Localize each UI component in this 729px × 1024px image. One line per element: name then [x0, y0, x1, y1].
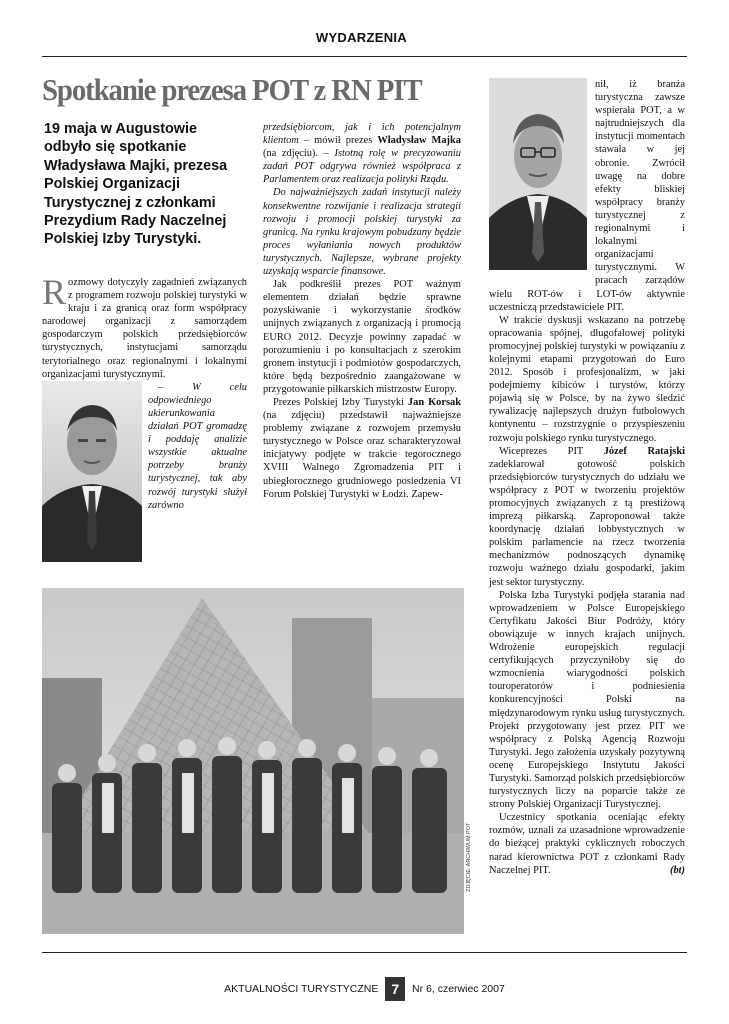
col3-p3-start: Wiceprezes PIT: [499, 445, 604, 457]
page-number: 7: [385, 977, 405, 1001]
article-column-2: [263, 121, 461, 501]
col3-paragraph-1: nił, iż branża turystyczna zawsze wspierała POT, a w najtrudniejszych dla instytucji momentach stawała w jej obronie. Zwrócił uwagę na dobre efekty bliskiej współpracy branży turystycznej z regionalnymi i lokalnymi organizacjami turystycznymi. W pracach zarządów wielu ROT-ów i LOT-ów aktywnie uczestniczą przedstawiciele PIT.: [489, 79, 685, 313]
col2-attribution: – mówił prezes: [298, 135, 378, 147]
col2-quote-2: – Istotną rolę w precyzowaniu zadań POT odgrywa również współpraca z Parlamentem oraz realizacja polityki Rządu.: [263, 148, 461, 186]
publication-name: AKTUALNOŚCI TURYSTYCZNE: [224, 982, 379, 995]
col3-photo-space: [489, 78, 587, 274]
col2-name-korsak: Jan Korsak: [407, 396, 461, 408]
col2-name-majka: Władysław Majka: [377, 135, 461, 147]
photo-credit: ZDJĘCIE: ARCHIWUM POT: [466, 822, 472, 892]
col2-photo-note: (na zdjęciu).: [263, 148, 324, 160]
group-photo-louvre: [42, 588, 464, 934]
col2-paragraph-3: Jak podkreślił prezes POT ważnym elementem działań będzie sprawne pozyskiwanie i wykorzystanie środków unijnych związanych z organizacją i promocją EURO 2012. Decyzje powinny zapadać w porozumieniu i po konsultacjach z szerokim gronem instytucji i podmiotów gospodarczych, które będą bezpośrednio zaangażowane w przygotowanie piłkarskich mistrzostw Europy.: [263, 279, 461, 395]
col1-paragraph-2: – W celu odpowiedniego ukierunkowania działań POT gromadzę i poddaję analizie wszystkie aktualne potrzeby branży turystycznej, tak aby rozwój turystyki służył zarówno: [148, 381, 247, 511]
issue-info: Nr 6, czerwiec 2007: [412, 982, 505, 995]
article-column-3: [489, 78, 685, 877]
col1-paragraph-1: ozmowy dotyczyły zagadnień związanych z programem rozwoju polskiej turystyki w kraju i za granicą oraz form współpracy narodowej organizacji z samorządem gospodarczym polskich przedsiębiorców turystycznych, instytucjami samorządu terytorialnego oraz regionalnymi i lokalnymi organizacjami turystycznymi.: [42, 277, 247, 380]
col1-photo-space: [42, 386, 142, 568]
author-signature: (bt): [669, 864, 685, 876]
section-label: WYDARZENIA: [315, 30, 407, 45]
col3-paragraph-4: Polska Izba Turystyki podjęła starania nad wprowadzeniem w Polsce Europejskiego Certyfikatu Jakości Biur Podróży, który obowiązuje w innych krajach unijnych. Wdrożenie europejskich regulacji certyfikujących przyczyniłoby się do wzmocnienia wiarygodności polskich touroperatorów i podniesienia konkurencyjności Polski na międzynarodowym rynku usług turystycznych. Projekt przygotowany jest przez PIT we współpracy z Polską Agencją Rozwoju Turystyki. Jego założenia uzyskały pozytywną ocenę Europejskiego Instytutu Jakości Turystyki. Samorząd polskich przedsiębiorców turystycznych liczy na poparcie także ze strony Polskiej Organizacji Turystycznej.: [489, 589, 685, 811]
col3-p3-rest: zadeklarował gotowość polskich przedsiębiorców turystycznych do udziału we współpracy z POT w tworzeniu projektów promocyjnych związanych z tą prestiżową imprezą piłkarską. Zaproponował także koordynację działań lobbystycznych w polskim parlamencie na rzecz tworzenia mechanizmów podnoszących dynamikę rozwoju ważnego działu gospodarki, jakim jest sektor turystyczny.: [489, 458, 685, 588]
article-column-1: [42, 272, 247, 568]
col3-paragraph-5: Uczestnicy spotkania oceniając efekty rozmów, uznali za uzasadnione wprowadzenie do bieżącej praktyki cyklicznych roboczych narad kierownictwa POT z członkami Rady Naczelnej PIT.: [489, 812, 685, 876]
top-divider: [42, 56, 687, 57]
page-footer: [0, 977, 729, 1001]
article-headline: Spotkanie prezesa POT z RN PIT: [42, 72, 422, 107]
col2-p4-start: Prezes Polskiej Izby Turystyki: [273, 396, 408, 408]
col2-paragraph-2: Do najważniejszych zadań instytucji należy konsekwentne rozwijanie i realizacja strategii rozwoju i promocji polskiej turystyki za granicą. Na rynku krajowym pobudzany będzie proces wyłaniania nowych produktów turystycznych. Najlepsze, wybrane projekty uzyskają wsparcie finansowe.: [263, 187, 461, 278]
col3-paragraph-2: W trakcie dyskusji wskazano na potrzebę opracowania spójnej, długofalowej polityki promocyjnej polskiej turystyki w powiązaniu z kolejnymi etapami przygotowań do Euro 2012. Sposób i profesjonalizm, w jaki podejmiemy kibiców i turystów, którzy pojawią się w Polsce, by na żywo śledzić rywalizację najlepszych drużyn futbolowych kontynentu – rozstrzygnie o przyspieszeniu rozwoju polskiego rynku turystycznego.: [489, 314, 685, 444]
article-lead: 19 maja w Augustowie odbyło się spotkanie Władysława Majki, prezesa Polskiej Organizacji Turystycznej z członkami Prezydium Rady Naczelnej Polskiej Izby Turystyki.: [44, 121, 228, 248]
col3-name-ratajski: Józef Ratajski: [603, 445, 685, 457]
col2-p4-rest: (na zdjęciu) przedstawił najważniejsze problemy związane z rozwojem przemysłu turystycznego w Polsce oraz scharakteryzował inicjatywy podjęte w trakcie tegorocznego XVIII Walnego Zgromadzenia PIT i ubiegłorocznego grudniowego posiedzenia VI Forum Polskiej Turystyki w Łodzi. Zapew-: [263, 410, 461, 500]
bottom-divider: [42, 952, 687, 953]
col2-quote-1: przedsiębiorcom, jak i ich potencjalnym klientom: [263, 122, 461, 147]
drop-cap: R: [42, 272, 67, 312]
